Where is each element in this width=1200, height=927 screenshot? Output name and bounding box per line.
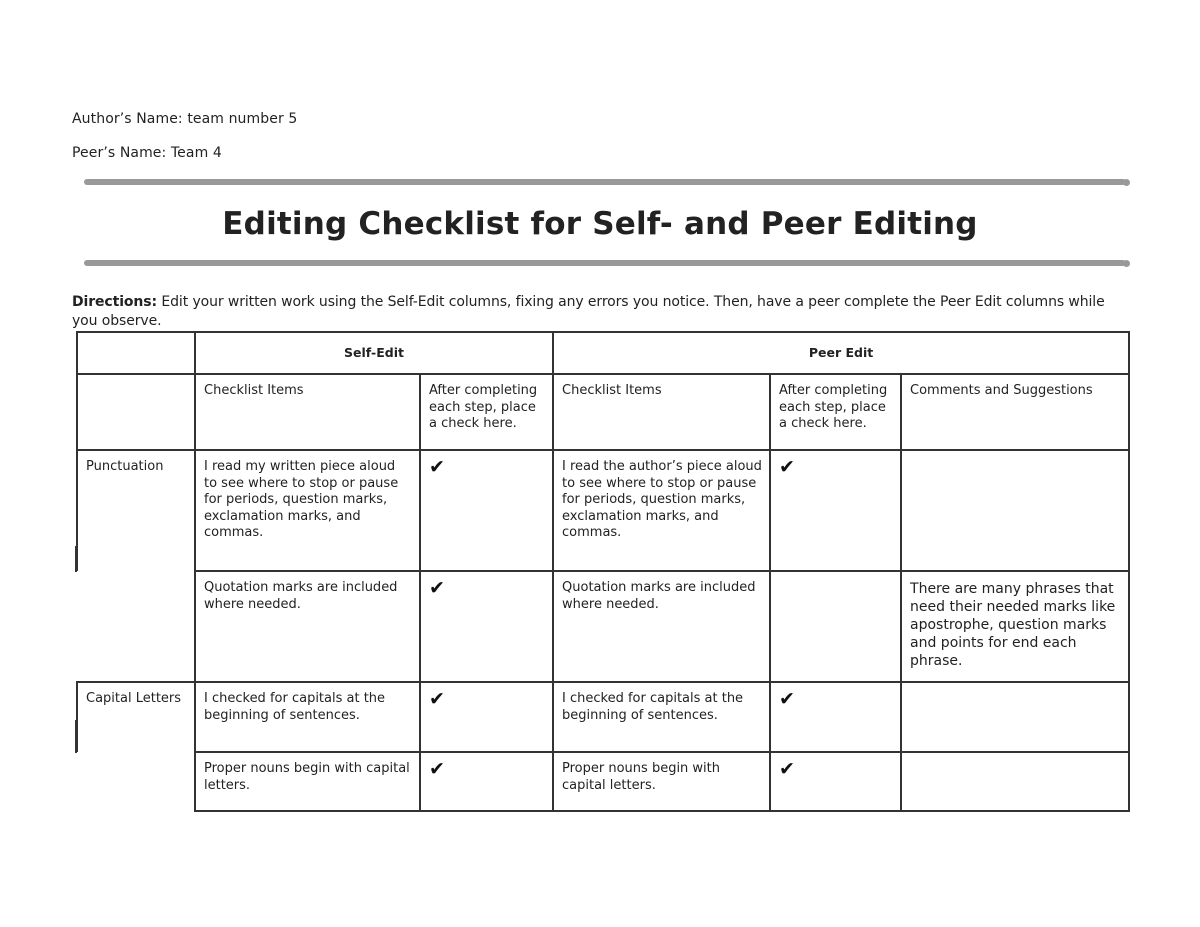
peer-item: Quotation marks are included where needed. — [553, 571, 770, 682]
peer-item: I checked for capitals at the beginning of sentences. — [553, 682, 770, 752]
peer-name-value[interactable]: Team 4 — [170, 145, 222, 161]
corner-cell — [77, 332, 195, 374]
self-checklist-items-header: Checklist Items — [195, 374, 420, 450]
self-check-cell[interactable] — [420, 682, 553, 752]
self-check-cell[interactable] — [420, 752, 553, 811]
checkmark-icon[interactable]: ✔ — [429, 456, 445, 478]
checkmark-icon[interactable]: ✔ — [779, 688, 795, 710]
section-capital-letters: Capital Letters — [77, 682, 195, 752]
comments-header: Comments and Suggestions — [901, 374, 1129, 450]
comment-cell[interactable]: There are many phrases that need their needed marks like apostrophe, question marks and points for end each phrase. — [901, 571, 1129, 682]
comment-cell[interactable] — [901, 752, 1129, 811]
table-row — [77, 571, 1129, 682]
author-name-field — [72, 111, 297, 127]
peer-check-cell[interactable] — [770, 752, 901, 811]
self-check-cell[interactable] — [420, 571, 553, 682]
self-edit-header: Self-Edit — [195, 332, 553, 374]
checkmark-icon[interactable]: ✔ — [429, 758, 445, 780]
table-row — [77, 682, 1129, 752]
section-spacer — [77, 752, 195, 811]
checkmark-icon[interactable]: ✔ — [779, 456, 795, 478]
comment-cell[interactable] — [901, 450, 1129, 571]
checkmark-icon[interactable]: ✔ — [779, 758, 795, 780]
peer-check-cell[interactable] — [770, 450, 901, 571]
self-item: Proper nouns begin with capital letters. — [195, 752, 420, 811]
capital-border-stub — [75, 720, 77, 753]
peer-item: Proper nouns begin with capital letters. — [553, 752, 770, 811]
self-check-instructions-header: After completing each step, place a check here. — [420, 374, 553, 450]
column-header-row — [77, 374, 1129, 450]
directions — [72, 293, 1122, 331]
top-divider — [84, 179, 1126, 185]
peer-check-cell[interactable] — [770, 571, 901, 682]
checkmark-icon[interactable]: ✔ — [429, 688, 445, 710]
section-spacer — [77, 571, 195, 682]
peer-check-cell[interactable] — [770, 682, 901, 752]
directions-label: Directions: — [72, 294, 158, 310]
self-item: Quotation marks are included where needed. — [195, 571, 420, 682]
peer-edit-header: Peer Edit — [553, 332, 1129, 374]
checkmark-icon[interactable]: ✔ — [429, 577, 445, 599]
peer-checklist-items-header: Checklist Items — [553, 374, 770, 450]
punctuation-border-stub — [75, 546, 77, 572]
table-row — [77, 450, 1129, 571]
comment-cell[interactable] — [901, 682, 1129, 752]
self-item: I read my written piece aloud to see where to stop or pause for periods, question marks, exclamation marks, and commas. — [195, 450, 420, 571]
group-header-row — [77, 332, 1129, 374]
table-row — [77, 752, 1129, 811]
peer-name-field — [72, 145, 222, 161]
self-item: I checked for capitals at the beginning of sentences. — [195, 682, 420, 752]
page-title: Editing Checklist for Self- and Peer Editing — [222, 206, 978, 242]
self-check-cell[interactable] — [420, 450, 553, 571]
bottom-divider — [84, 260, 1126, 266]
row-label-header — [77, 374, 195, 450]
section-punctuation: Punctuation — [77, 450, 195, 571]
peer-name-label: Peer’s Name: — [72, 145, 167, 161]
peer-check-instructions-header: After completing each step, place a check here. — [770, 374, 901, 450]
author-name-value[interactable]: team number 5 — [187, 111, 298, 127]
directions-text: Edit your written work using the Self-Edit columns, fixing any errors you notice. Then, have a peer complete the Peer Edit columns while you observe. — [72, 294, 1105, 329]
editing-checklist-table — [76, 331, 1130, 812]
peer-item: I read the author’s piece aloud to see where to stop or pause for periods, question marks, exclamation marks, and commas. — [553, 450, 770, 571]
author-name-label: Author’s Name: — [72, 111, 183, 127]
